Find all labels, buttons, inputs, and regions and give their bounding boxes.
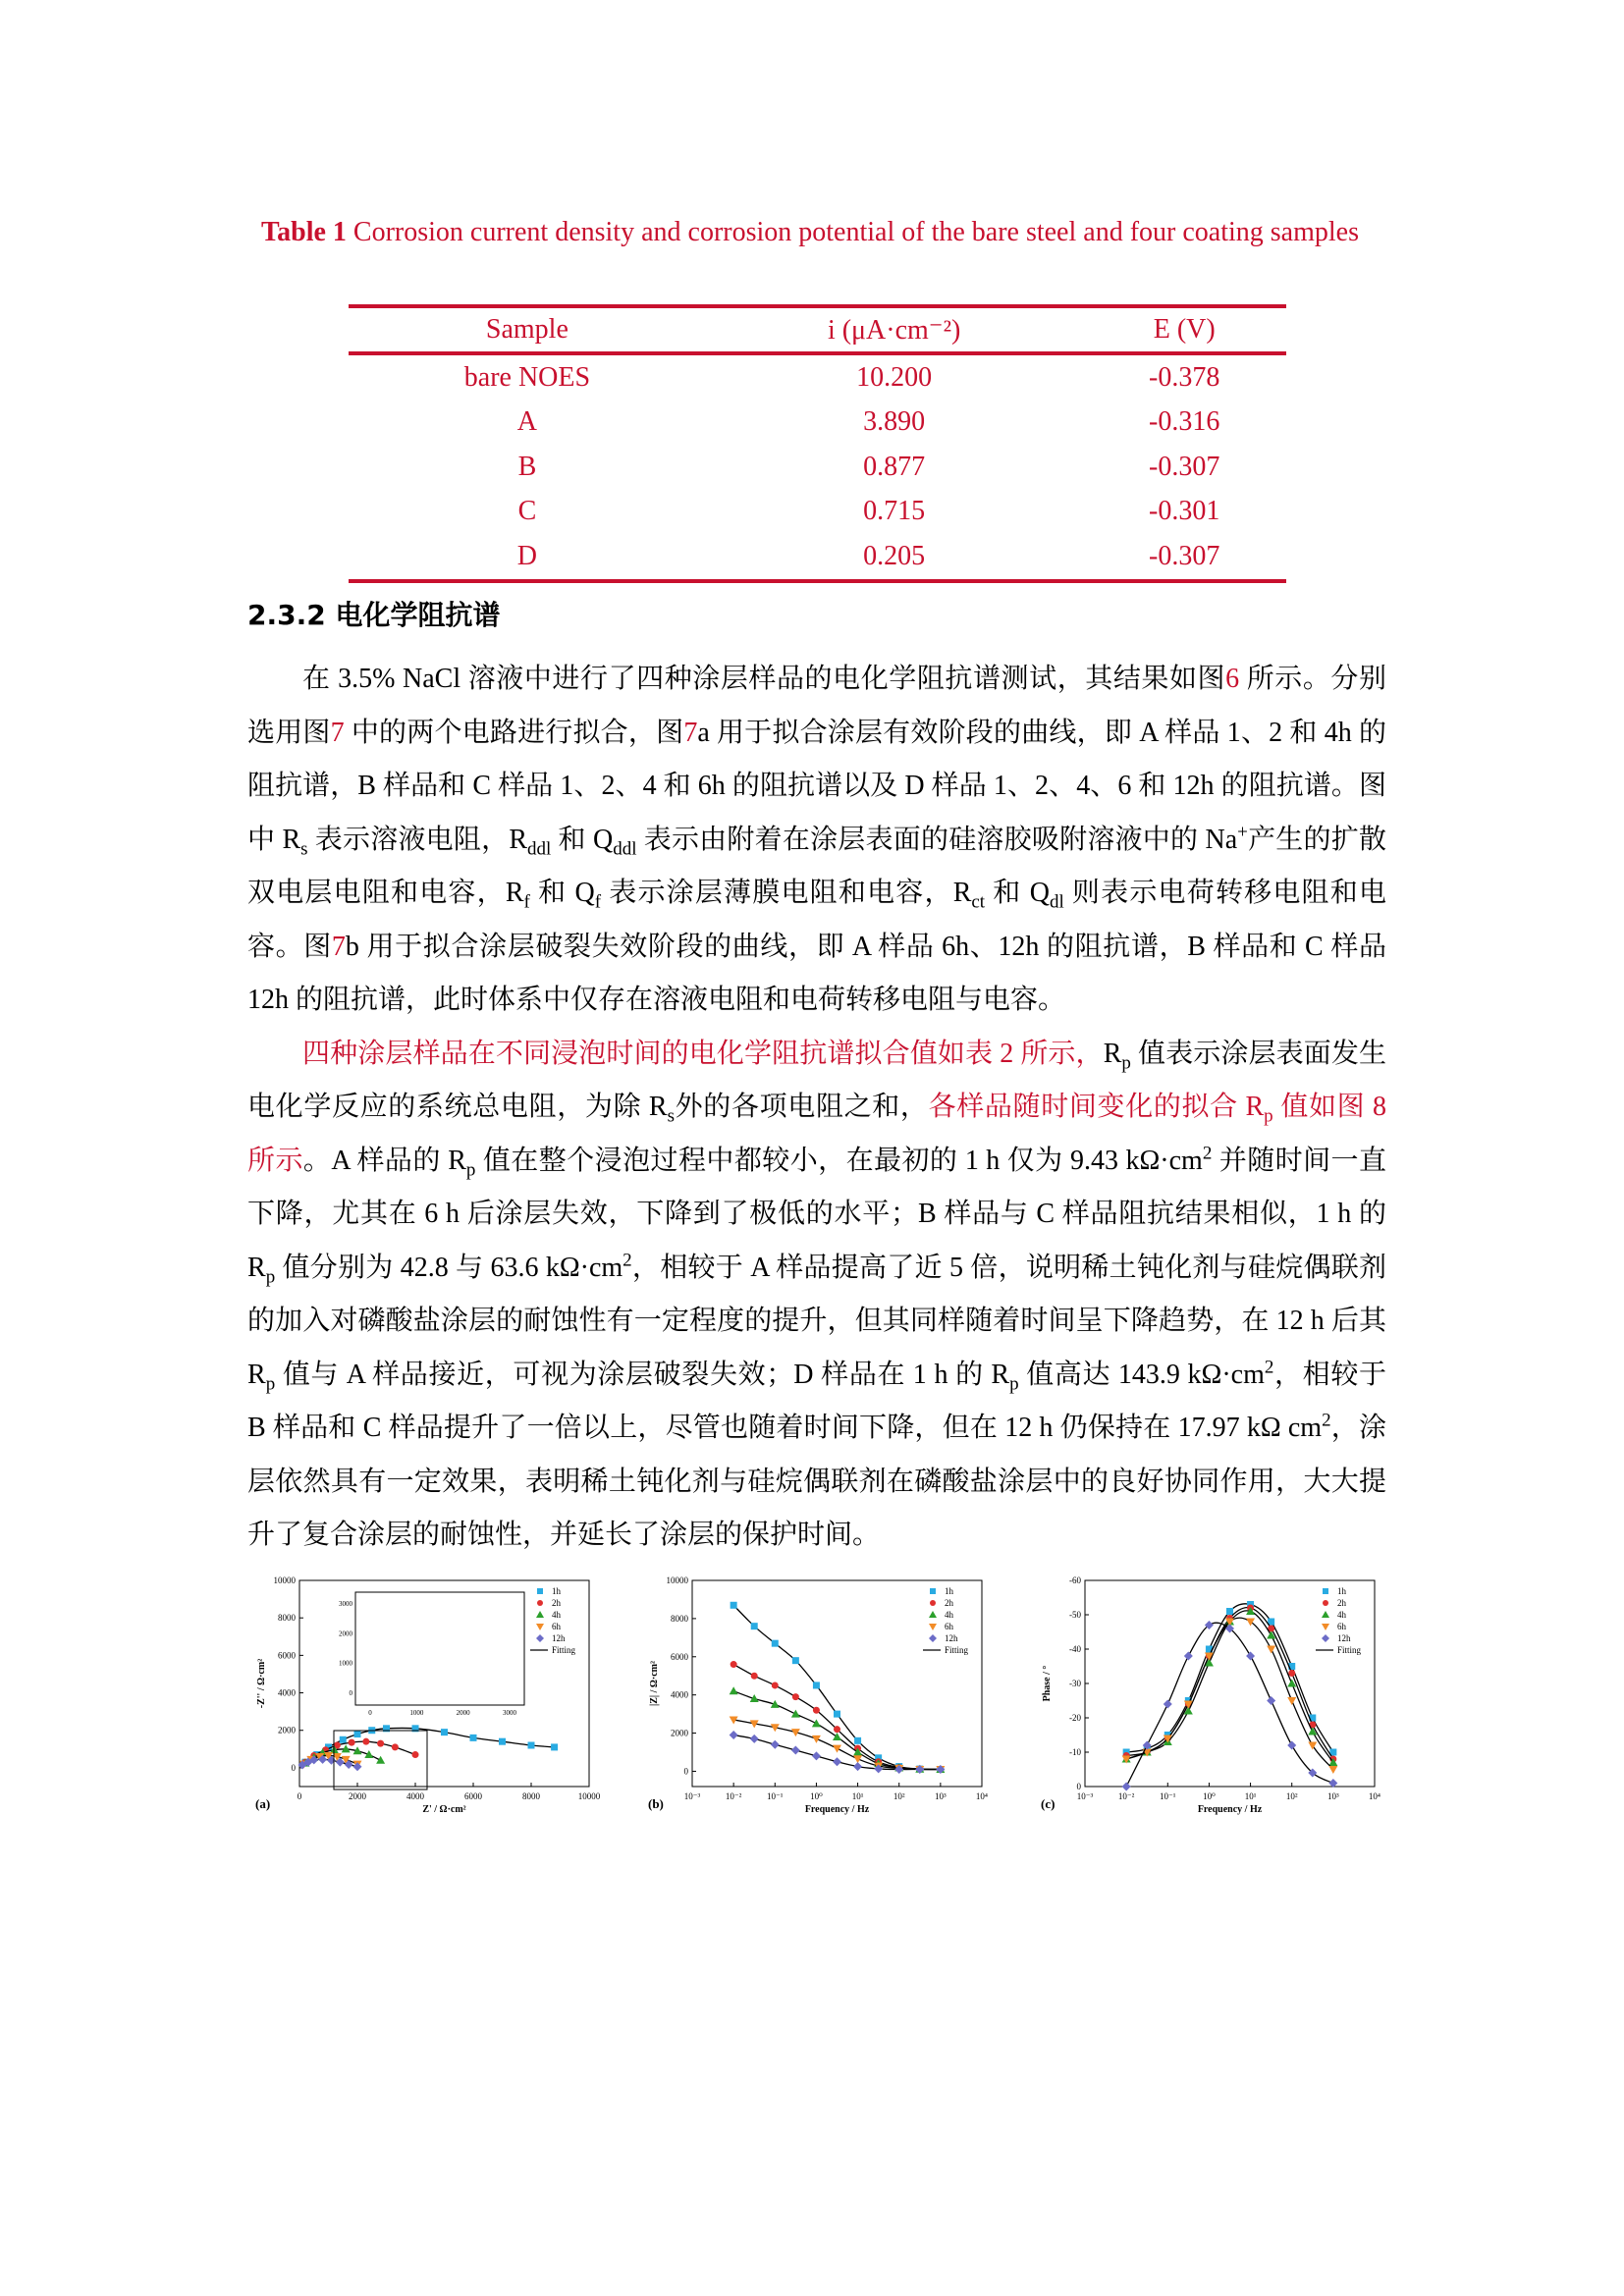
- panel-label: (a): [255, 1796, 271, 1811]
- legend-label: Fitting: [945, 1645, 969, 1655]
- legend-label: Fitting: [552, 1645, 576, 1655]
- data-point-diamond: [833, 1757, 841, 1766]
- text-run: ，相较于 A 样品提高了近 5 倍，说明稀土钝化剂与硅烷偶联剂的加入对磷酸盐涂层的耐蚀性有一定程度的提升，但其同样随着时间呈下降趋势，在 12 h 后其 R: [247, 1252, 1386, 1390]
- table-row: [349, 353, 1286, 400]
- data-point-circle: [392, 1743, 399, 1750]
- y-tick-label: 8000: [671, 1613, 688, 1624]
- text-run: 则表示电荷转移电阻和电容。图: [247, 878, 1386, 962]
- data-table: [349, 304, 1286, 583]
- legend-label: 2h: [945, 1598, 953, 1608]
- x-tick-label: 10⁻³: [1076, 1791, 1094, 1801]
- legend-label: 6h: [945, 1622, 953, 1631]
- x-tick-label: 10⁰: [1203, 1791, 1216, 1801]
- text-run: 和 Q: [985, 878, 1050, 908]
- superscript: 2: [1322, 1410, 1331, 1431]
- inset-x-tick-label: 1000: [409, 1709, 424, 1717]
- paragraph-2: [247, 1028, 1386, 1563]
- table-caption-text: Corrosion current density and corrosion potential of the bare steel and four coating samples: [352, 217, 1359, 247]
- superscript: 2: [1264, 1357, 1274, 1378]
- table-caption: [245, 206, 1375, 259]
- legend-label: Fitting: [1337, 1645, 1362, 1655]
- inset-y-tick-label: 1000: [339, 1659, 352, 1668]
- data-point-triangle: [1322, 1611, 1329, 1618]
- y-axis-label: |Z| / Ω·cm²: [649, 1661, 660, 1706]
- nyquist-plot: [255, 1575, 601, 1815]
- figure-ref: 7: [683, 717, 698, 748]
- data-point-triangle-down: [536, 1624, 544, 1630]
- y-tick-label: 6000: [278, 1650, 296, 1661]
- body-text: [247, 653, 1386, 1563]
- x-axis-label: Frequency / Hz: [1197, 1804, 1263, 1815]
- subscript: ct: [971, 891, 986, 913]
- legend-label: 1h: [1337, 1586, 1346, 1596]
- x-tick-label: 10¹: [1244, 1791, 1257, 1801]
- x-tick-label: 10³: [935, 1791, 947, 1801]
- table-label: Table 1: [261, 217, 347, 247]
- cell: -0.307: [1082, 534, 1286, 581]
- text-run: 中的两个电路进行拟合，图: [344, 717, 684, 748]
- legend-label: 1h: [552, 1586, 561, 1596]
- data-point-triangle: [812, 1719, 821, 1727]
- cell: B: [517, 451, 537, 482]
- data-point-triangle-down: [812, 1735, 821, 1743]
- y-tick-label: 2000: [278, 1725, 296, 1735]
- text-run: 和 Q: [529, 878, 595, 908]
- subscript: p: [1121, 1052, 1131, 1074]
- text-run: 和 Q: [551, 824, 614, 855]
- inset-y-tick-label: 2000: [339, 1629, 352, 1638]
- subscript: s: [300, 838, 308, 860]
- y-tick-label: 6000: [671, 1651, 688, 1662]
- figure-ref: 6: [1225, 664, 1240, 694]
- text-run: a 用于拟合涂层有效阶段的曲线，即 A 样品 1、2 和 4h 的阻抗谱，B 样品和 C 样品 1、2、4 和 6h 的阻抗谱以及 D 样品 1、2、4、6 和 12h 的阻抗谱。图中 R: [247, 717, 1386, 855]
- y-tick-label: -50: [1069, 1610, 1081, 1620]
- text-run: 表示由附着在涂层表面的硅溶胶吸附溶液中的 Na: [636, 824, 1238, 855]
- text-run: 值分别为 42.8 与 63.6 kΩ·cm: [275, 1252, 623, 1283]
- data-point-triangle-down: [1287, 1697, 1296, 1705]
- data-point-circle: [772, 1682, 779, 1688]
- subscript: f: [594, 891, 602, 913]
- y-tick-label: 0: [291, 1762, 296, 1773]
- data-point-diamond: [929, 1634, 937, 1642]
- cell: -0.307: [1149, 451, 1220, 482]
- cell: D: [349, 534, 706, 581]
- data-point-diamond: [750, 1735, 759, 1743]
- text-run: 表示溶液电阻，R: [307, 824, 528, 855]
- data-point-circle: [1323, 1600, 1328, 1606]
- bode-phase-plot: [1041, 1575, 1380, 1815]
- text-run: 外的各项电阻之和，: [674, 1092, 929, 1122]
- subscript: s: [667, 1105, 675, 1127]
- header-sample: Sample: [349, 306, 706, 353]
- cell: 0.877: [863, 451, 926, 482]
- data-point-square: [834, 1711, 840, 1718]
- x-tick-label: 10⁻¹: [1160, 1791, 1176, 1801]
- data-point-diamond: [353, 1762, 362, 1771]
- text-run: 。A 样品的 R: [302, 1145, 466, 1176]
- y-tick-label: 4000: [278, 1687, 296, 1698]
- x-tick-label: 10⁻²: [1117, 1791, 1135, 1801]
- header-potential: E (V): [1082, 306, 1286, 353]
- inset-y-tick-label: 3000: [339, 1600, 352, 1608]
- data-point-square: [772, 1640, 779, 1647]
- panel-label: (b): [648, 1796, 664, 1811]
- data-point-square: [551, 1743, 558, 1750]
- data-point-triangle-down: [833, 1745, 841, 1753]
- data-point-triangle-down: [1322, 1624, 1329, 1630]
- data-point-square: [813, 1682, 820, 1688]
- data-point-triangle-down: [929, 1624, 937, 1630]
- data-point-square: [470, 1735, 477, 1741]
- data-point-triangle-down: [1328, 1766, 1337, 1774]
- table-row: [349, 534, 1286, 581]
- cell: bare NOES: [463, 361, 591, 393]
- data-point-circle: [751, 1673, 758, 1680]
- x-tick-label: 10³: [1327, 1791, 1339, 1801]
- data-point-square: [340, 1736, 347, 1743]
- data-point-diamond: [1122, 1783, 1131, 1791]
- data-point-triangle: [364, 1750, 373, 1758]
- data-point-square: [751, 1623, 758, 1629]
- y-tick-label: 10000: [666, 1575, 688, 1585]
- data-point-circle: [1288, 1670, 1295, 1677]
- table-row: [349, 490, 1286, 535]
- x-tick-label: 10²: [893, 1791, 905, 1801]
- eis-figure: [245, 1566, 1394, 1860]
- data-point-diamond: [1164, 1700, 1172, 1709]
- plot-frame: [692, 1580, 982, 1787]
- text-run: 表示涂层薄膜电阻和电容，R: [601, 878, 972, 908]
- legend-label: 12h: [1337, 1633, 1351, 1643]
- subscript: p: [1264, 1105, 1273, 1127]
- data-point-circle: [349, 1739, 355, 1746]
- highlight-text: 值如图 8 所示: [247, 1092, 1386, 1176]
- x-tick-label: 6000: [464, 1791, 482, 1801]
- data-point-diamond: [1267, 1696, 1275, 1705]
- cell: A: [516, 406, 538, 438]
- x-tick-label: 10²: [1285, 1791, 1298, 1801]
- text-run: 并随时间一直下降，尤其在 6 h 后涂层失效，下降到了极低的水平；B 样品与 C 样品阻抗结果相似，1 h 的 R: [247, 1145, 1386, 1283]
- text-run: 所示。分别选用图: [247, 664, 1386, 748]
- data-point-square: [528, 1742, 535, 1749]
- y-tick-label: 4000: [671, 1689, 688, 1700]
- x-tick-label: 10⁻³: [683, 1791, 701, 1801]
- data-point-diamond: [1184, 1652, 1193, 1661]
- data-point-triangle: [376, 1756, 385, 1764]
- data-point-diamond: [536, 1634, 544, 1642]
- x-tick-label: 0: [297, 1791, 302, 1801]
- inset-x-tick-label: 0: [368, 1709, 372, 1717]
- superscript: 2: [623, 1250, 632, 1271]
- cell: 0.205: [706, 534, 1083, 581]
- superscript: +: [1237, 822, 1248, 843]
- data-point-square: [499, 1738, 506, 1745]
- cell: 3.890: [863, 406, 926, 438]
- x-tick-label: 10⁰: [810, 1791, 823, 1801]
- subscript: ddl: [613, 838, 637, 860]
- inset-y-tick-label: 0: [349, 1689, 352, 1697]
- data-point-triangle: [929, 1611, 937, 1618]
- subscript: p: [465, 1159, 476, 1181]
- x-tick-label: 10⁻¹: [767, 1791, 784, 1801]
- x-tick-label: 10⁻²: [725, 1791, 742, 1801]
- legend-label: 6h: [1337, 1622, 1346, 1631]
- data-point-square: [537, 1588, 543, 1594]
- highlight-text: 四种涂层样品在不同浸泡时间的电化学阻抗谱拟合值如表 2 所示，: [302, 1038, 1104, 1069]
- y-axis-label: -Z'' / Ω·cm²: [256, 1658, 267, 1709]
- x-tick-label: 10⁴: [1368, 1791, 1381, 1801]
- x-tick-label: 10000: [577, 1791, 601, 1801]
- bode-magnitude-plot: [648, 1575, 988, 1815]
- data-point-triangle: [730, 1686, 738, 1694]
- x-tick-label: 4000: [406, 1791, 424, 1801]
- text-run: 产生的扩散双电层电阻和电容，R: [247, 824, 1386, 908]
- text-run: b 用于拟合涂层破裂失效阶段的曲线，即 A 样品 6h、12h 的阻抗谱，B 样品和 C 样品 12h 的阻抗谱，此时体系中仅存在溶液电阻和电荷转移电阻与电容。: [247, 931, 1386, 1015]
- legend-label: 2h: [552, 1598, 561, 1608]
- legend-label: 4h: [552, 1610, 561, 1620]
- data-point-triangle-down: [1267, 1646, 1275, 1654]
- inset-x-tick-label: 2000: [456, 1709, 470, 1717]
- highlight-text: 各样品随时间变化的拟合 R: [928, 1092, 1265, 1122]
- cell: -0.378: [1149, 361, 1220, 393]
- data-point-diamond: [812, 1751, 821, 1760]
- data-point-triangle: [833, 1733, 841, 1740]
- data-point-square: [354, 1731, 361, 1737]
- text-run: 值高达 143.9 kΩ·cm: [1018, 1359, 1265, 1390]
- data-point-triangle: [536, 1611, 544, 1618]
- text-run: 在 3.5% NaCl 溶液中进行了四种涂层样品的电化学阻抗谱测试，其结果如图: [302, 664, 1226, 694]
- y-tick-label: -60: [1069, 1575, 1081, 1585]
- text-run: ，相较于 B 样品和 C 样品提升了一倍以上，尽管也随着时间下降，但在 12 h 仍保持在 17.97 kΩ cm: [247, 1359, 1386, 1443]
- fitting-curve: [1126, 1623, 1333, 1787]
- x-tick-label: 8000: [522, 1791, 540, 1801]
- y-tick-label: 0: [683, 1766, 688, 1777]
- data-point-circle: [834, 1726, 840, 1733]
- subscript: dl: [1049, 891, 1064, 913]
- x-axis-label: Z' / Ω·cm²: [422, 1804, 466, 1815]
- x-tick-label: 10⁴: [975, 1791, 989, 1801]
- x-tick-label: 2000: [349, 1791, 366, 1801]
- data-point-circle: [813, 1707, 820, 1714]
- cell: -0.301: [1149, 496, 1220, 527]
- data-point-circle: [930, 1600, 936, 1606]
- superscript: 2: [1202, 1143, 1213, 1164]
- data-point-circle: [537, 1600, 543, 1606]
- cell: 10.200: [856, 361, 933, 393]
- section-heading: 2.3.2 电化学阻抗谱: [247, 599, 501, 631]
- data-point-square: [854, 1737, 861, 1744]
- data-point-circle: [792, 1693, 799, 1700]
- figure-ref: 7: [330, 717, 345, 748]
- data-point-diamond: [1322, 1634, 1329, 1642]
- y-tick-label: 2000: [671, 1728, 688, 1738]
- fitting-curve: [733, 1605, 941, 1769]
- data-point-circle: [731, 1661, 737, 1668]
- text-run: R: [1103, 1038, 1122, 1069]
- data-point-square: [930, 1588, 936, 1594]
- table-row: [349, 445, 1286, 490]
- data-point-square: [1226, 1608, 1233, 1615]
- legend-label: 1h: [945, 1586, 953, 1596]
- y-tick-label: 10000: [273, 1575, 296, 1585]
- cell: -0.316: [1149, 406, 1220, 438]
- y-tick-label: -10: [1069, 1747, 1081, 1757]
- data-point-diamond: [1287, 1741, 1296, 1750]
- inset-x-tick-label: 3000: [503, 1709, 516, 1717]
- header-current: i (μA·cm⁻²): [706, 306, 1083, 353]
- paragraph-1: [247, 653, 1386, 1028]
- y-tick-label: -20: [1069, 1713, 1081, 1723]
- y-axis-label: Phase / °: [1042, 1665, 1053, 1702]
- data-point-triangle-down: [1308, 1742, 1317, 1750]
- legend-label: 2h: [1337, 1598, 1346, 1608]
- data-point-triangle: [791, 1710, 800, 1718]
- data-point-diamond: [1246, 1652, 1255, 1661]
- data-point-diamond: [771, 1740, 780, 1749]
- cell: C: [517, 496, 537, 527]
- text-run: ，涂层依然具有一定效果，表明稀土钝化剂与硅烷偶联剂在磷酸盐涂层中的良好协同作用，大大提升了复合涂层的耐蚀性，并延长了涂层的保护时间。: [247, 1413, 1386, 1550]
- data-point-diamond: [853, 1762, 862, 1771]
- legend-label: 4h: [945, 1610, 953, 1620]
- y-tick-label: -30: [1069, 1679, 1081, 1688]
- data-point-circle: [412, 1751, 419, 1758]
- subscript: p: [1009, 1373, 1019, 1395]
- fitting-curve: [1126, 1611, 1333, 1763]
- legend-label: 12h: [552, 1633, 566, 1643]
- subscript: f: [523, 891, 530, 913]
- data-point-diamond: [791, 1746, 800, 1755]
- text-run: 值表示涂层表面发生电化学反应的系统总电阻，为除 R: [247, 1038, 1386, 1122]
- data-point-circle: [362, 1738, 369, 1745]
- inset-frame: [355, 1592, 524, 1705]
- legend-label: 12h: [945, 1633, 958, 1643]
- data-point-square: [1323, 1588, 1328, 1594]
- figure-ref: 7: [331, 931, 346, 962]
- data-point-square: [441, 1729, 448, 1735]
- table-header-row: [349, 306, 1286, 353]
- y-tick-label: -40: [1069, 1644, 1081, 1654]
- data-point-circle: [377, 1740, 384, 1747]
- data-point-square: [792, 1657, 799, 1664]
- subscript: ddl: [527, 838, 552, 860]
- cell: 0.715: [863, 496, 926, 527]
- legend-label: 4h: [1337, 1610, 1346, 1620]
- data-point-square: [731, 1602, 737, 1609]
- panel-label: (c): [1041, 1796, 1056, 1811]
- subscript: p: [265, 1266, 276, 1288]
- legend-label: 6h: [552, 1622, 561, 1631]
- x-tick-label: 10¹: [851, 1791, 864, 1801]
- subscript: p: [265, 1373, 276, 1395]
- y-tick-label: 0: [1076, 1782, 1081, 1791]
- text-run: 值与 A 样品接近，可视为涂层破裂失效；D 样品在 1 h 的 R: [275, 1359, 1010, 1390]
- text-run: 值在整个浸泡过程中都较小，在最初的 1 h 仅为 9.43 kΩ·cm: [475, 1145, 1203, 1176]
- table-row: [349, 400, 1286, 446]
- data-point-diamond: [730, 1731, 738, 1739]
- y-tick-label: 8000: [278, 1613, 296, 1624]
- x-axis-label: Frequency / Hz: [804, 1804, 870, 1815]
